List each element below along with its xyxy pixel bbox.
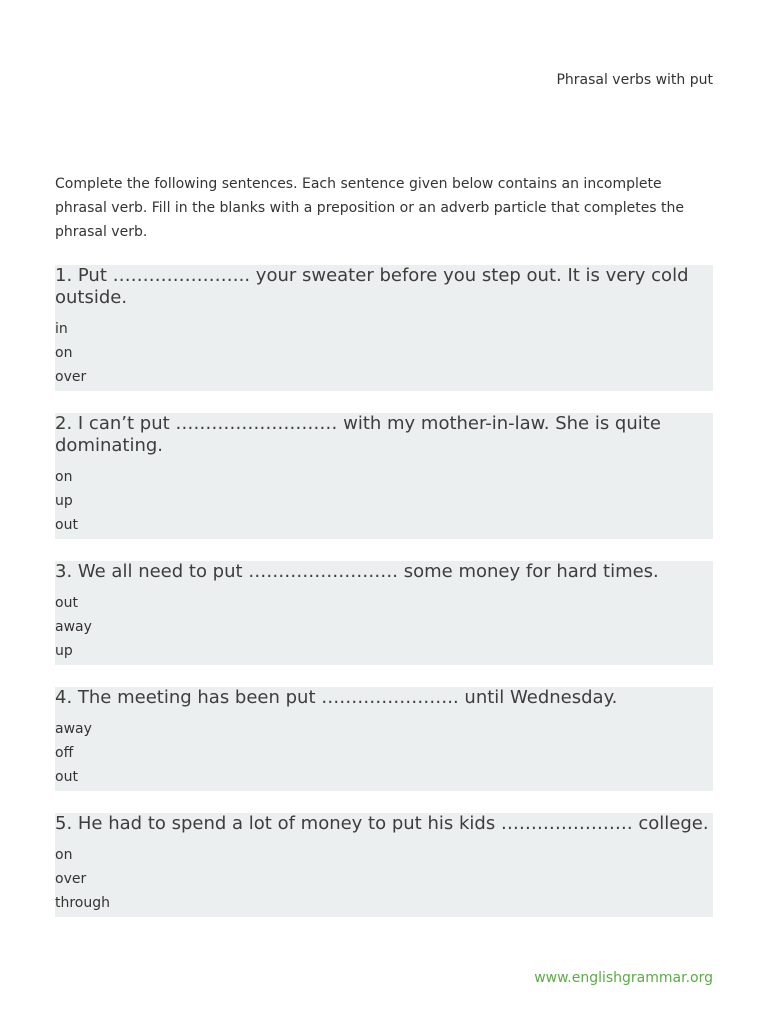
option-item[interactable]: through bbox=[55, 895, 111, 911]
question-text: 3. We all need to put ……………………. some money for hard times. bbox=[55, 561, 659, 582]
option-item[interactable]: on bbox=[55, 847, 73, 863]
option-item[interactable]: up bbox=[55, 493, 73, 509]
option-list bbox=[55, 465, 713, 537]
instructions-text: Complete the following sentences. Each sentence given below contains an incomplete phrasal verb. Fill in the blanks with a preposition or an adverb particle that completes the phrasal verb. bbox=[55, 176, 685, 240]
website-link[interactable]: www.englishgrammar.org bbox=[534, 970, 713, 986]
option-list bbox=[55, 317, 713, 389]
option-list bbox=[55, 717, 713, 789]
option-item[interactable]: out bbox=[55, 595, 78, 611]
page-title: Phrasal verbs with put bbox=[556, 72, 713, 88]
question-block-2 bbox=[55, 413, 713, 539]
option-item[interactable]: away bbox=[55, 619, 92, 635]
question-text: 4. The meeting has been put ………………….. until Wednesday. bbox=[55, 687, 618, 708]
option-item[interactable]: off bbox=[55, 745, 74, 761]
question-text: 5. He had to spend a lot of money to put his kids …………………. college. bbox=[55, 813, 709, 834]
option-list bbox=[55, 591, 713, 663]
option-item[interactable]: in bbox=[55, 321, 68, 337]
question-list bbox=[55, 265, 713, 939]
option-list bbox=[55, 843, 713, 915]
question-block-4 bbox=[55, 687, 713, 791]
option-item[interactable]: away bbox=[55, 721, 92, 737]
question-text: 1. Put ………………….. your sweater before you step out. It is very cold outside. bbox=[55, 265, 689, 308]
option-item[interactable]: out bbox=[55, 769, 78, 785]
option-item[interactable]: over bbox=[55, 871, 87, 887]
question-text: 2. I can’t put ……………………… with my mother-in-law. She is quite dominating. bbox=[55, 413, 661, 456]
option-item[interactable]: out bbox=[55, 517, 78, 533]
option-item[interactable]: over bbox=[55, 369, 87, 385]
option-item[interactable]: up bbox=[55, 643, 73, 659]
question-block-5 bbox=[55, 813, 713, 917]
option-item[interactable]: on bbox=[55, 345, 73, 361]
question-block-1 bbox=[55, 265, 713, 391]
question-block-3 bbox=[55, 561, 713, 665]
option-item[interactable]: on bbox=[55, 469, 73, 485]
